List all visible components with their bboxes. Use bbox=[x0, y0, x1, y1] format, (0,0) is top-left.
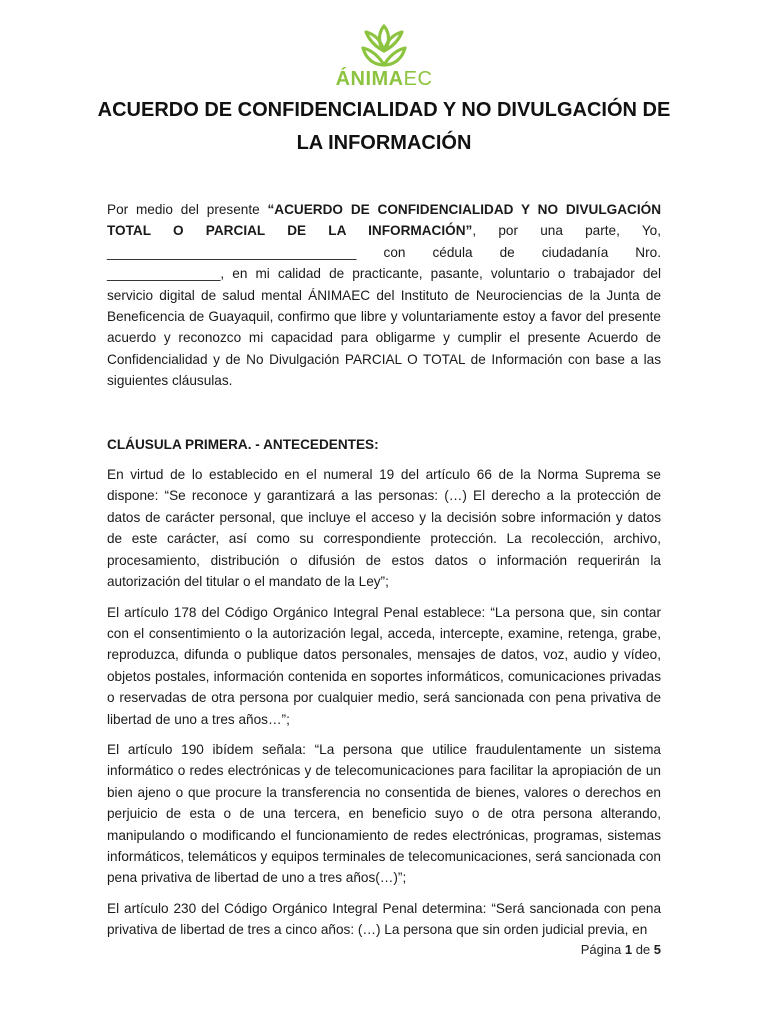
clause-heading: CLÁUSULA PRIMERA. - ANTECEDENTES: bbox=[107, 436, 379, 452]
page-of: de bbox=[632, 942, 654, 957]
page-total: 5 bbox=[653, 942, 661, 957]
page-current: 1 bbox=[624, 942, 633, 957]
document-title-line2: LA INFORMACIÓN bbox=[296, 132, 472, 154]
document-title bbox=[60, 94, 708, 160]
page-word: Página bbox=[580, 942, 625, 957]
page-number bbox=[581, 942, 661, 957]
clause-paragraph: El artículo 178 del Código Orgánico Integral Penal establece: “La persona que, sin contar con el consentimiento o la autorización legal, acceda, intercepte, examine, retenga, grabe, reproduzca, difunda o publique datos personales, mensajes de datos, voz, audio y vídeo, objetos postales, información contenida en soportes informáticos, comunicaciones privadas o reservadas de otra persona por cualquier medio, será sancionada con pena privativa de libertad de uno a tres años…”; bbox=[107, 604, 661, 727]
agreement-name: “ACUERDO DE CONFIDENCIALIDAD Y NO DIVULGACIÓN TOTAL O PARCIAL DE LA INFORMACIÓN” bbox=[107, 202, 662, 239]
document-title-line1: ACUERDO DE CONFIDENCIALIDAD Y NO DIVULGACIÓN DE bbox=[97, 99, 671, 121]
intro-prefix: Por medio del presente bbox=[107, 202, 268, 217]
document-body bbox=[107, 199, 661, 950]
brand-logo bbox=[0, 22, 768, 90]
lotus-icon bbox=[359, 22, 409, 68]
intro-paragraph bbox=[107, 199, 661, 392]
clause-paragraph: En virtud de lo establecido en el numeral 19 del artículo 66 de la Norma Suprema se dispone: “Se reconoce y garantizará a las personas: (…) El derecho a la protección de datos de carácter personal, que incluye el acceso y la decisión sobre información y datos de este carácter, así como su correspondiente protección. La recolección, archivo, procesamiento, distribución o difusión de estos datos o información requerirán la autorización del titular o el mandato de la Ley”; bbox=[107, 467, 661, 590]
clause-paragraph: El artículo 190 ibídem señala: “La persona que utilice fraudulentamente un sistema informático o redes electrónicas y de telecomunicaciones para facilitar la apropiación de un bien ajeno o que procure la transferencia no consentida de bienes, valores o derechos en perjuicio de esta o de una tercera, en beneficio suyo o de otra persona alterando, manipulando o modificando el funcionamiento de redes electrónicas, programas, sistemas informáticos, telemáticos y equipos terminales de telecomunicaciones, será sancionada con pena privativa de libertad de uno a tres años(…)”; bbox=[107, 741, 661, 886]
brand-wordmark-strong: ÁNIMA bbox=[335, 68, 404, 90]
brand-wordmark bbox=[336, 68, 433, 90]
clause-paragraph: El artículo 230 del Código Orgánico Integral Penal determina: “Será sancionada con pena privativa de libertad de tres a cinco años: (…) La persona que sin orden judicial previa, en bbox=[107, 900, 661, 938]
brand-wordmark-light: EC bbox=[403, 68, 433, 90]
intro-body: , por una parte, Yo, _________________________________ con cédula de ciudadanía Nro. _______________, en mi calidad de practicante, pasante, voluntario o trabajador del servicio digital de salud mental ÁNIMAEC del Instituto de Neurociencias de la Junta de Beneficencia de Guayaquil, confirmo que libre y voluntariamente estoy a favor del presente acuerdo y reconozco mi capacidad para obligarme y cumplir el presente Acuerdo de Confidencialidad y de No Divulgación PARCIAL O TOTAL de Información con base a las siguientes cláusulas. bbox=[107, 223, 661, 389]
